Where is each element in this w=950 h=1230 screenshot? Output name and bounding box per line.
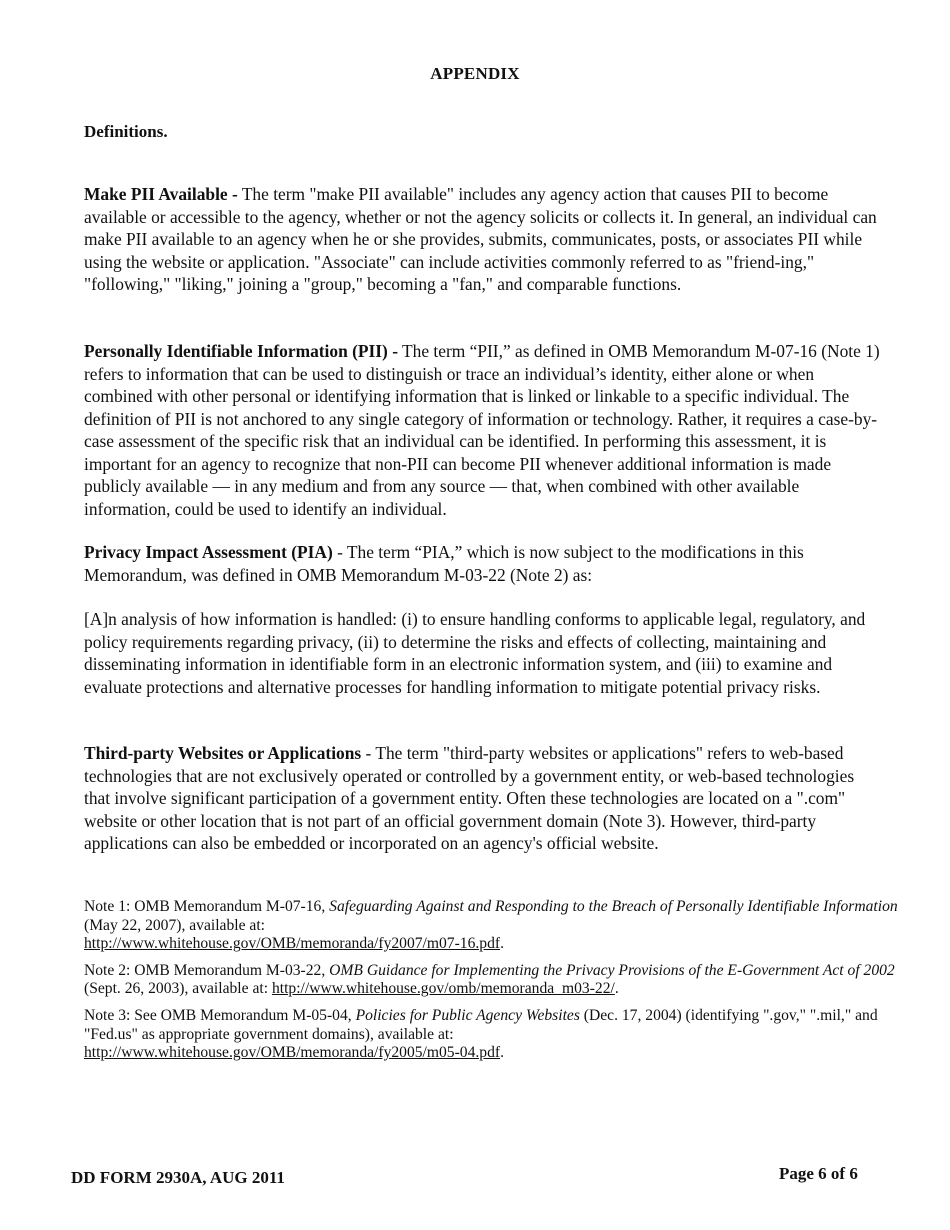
note-suffix: . <box>500 935 504 953</box>
footnote-1 <box>84 898 899 954</box>
pia-definition-quote <box>84 608 884 698</box>
footnotes <box>84 898 899 1071</box>
note-link[interactable]: http://www.whitehouse.gov/omb/memoranda_m03-22/ <box>271 980 615 998</box>
definition-make-pii-available <box>84 183 884 296</box>
note-link[interactable]: http://www.whitehouse.gov/OMB/memoranda/fy2005/m05-04.pdf <box>84 1044 501 1062</box>
appendix-heading: APPENDIX <box>430 64 520 83</box>
definitions-title: Definitions. <box>84 122 168 141</box>
footnote-2 <box>84 962 899 999</box>
note-suffix: . <box>500 1044 504 1062</box>
definition-text: - The term “PIA,” which is now subject to the modifications in this Memorandum, was defined in OMB Memorandum M-03-22 (Note 2) as: <box>84 542 804 585</box>
definition-third-party <box>84 742 884 855</box>
page-number: Page 6 of 6 <box>779 1164 858 1183</box>
note-title: Safeguarding Against and Responding to the Breach of Personally Identifiable Information <box>329 898 898 915</box>
note-middle: (Sept. 26, 2003), available at: <box>84 980 272 998</box>
note-suffix: . <box>614 980 619 998</box>
definition-pii <box>84 340 884 520</box>
form-identifier: DD FORM 2930A, AUG 2011 <box>71 1168 285 1187</box>
definition-text: The term “PII,” as defined in OMB Memorandum M-07-16 (Note 1) refers to information that can be used to distinguish or trace an individual’s identity, either alone or when combined with other personal or identifying information that is linked or linkable to a specific individual. The definition of PII is not anchored to any single category of information or technology. Rather, it requires a case-by-case assessment of the specific risk that an individual can be identified. In performing this assessment, it is important for an agency to recognize that non-PII can become PII whenever additional information is made publicly available — in any medium and from any source — that, when combined with other available information, could be used to identify an individual. <box>84 341 880 519</box>
definition-term: Make PII Available - <box>84 184 238 204</box>
note-title: Policies for Public Agency Websites <box>355 1006 580 1024</box>
definition-term: Third-party Websites or Applications <box>84 743 362 763</box>
definition-text: [A]n analysis of how information is handled: (i) to ensure handling conforms to applicable legal, regulatory, and policy requirements regarding privacy, (ii) to determine the risks and effects of collecting, maintaining and disseminating information in identifiable form in an electronic information system, and (iii) to examine and evaluate protections and alternative processes for handling information to mitigate potential privacy risks. <box>84 609 866 697</box>
definition-text: - The term "third-party websites or applications" refers to web-based technologies that are not exclusively operated or controlled by a government entity, or web-based technologies that involve significant participation of a government entity. Often these technologies are located on a ".com" website or other location that is not part of an official government domain (Note 3). However, third-party applications can also be embedded or incorporated on an agency's official website. <box>84 743 855 853</box>
note-title: OMB Guidance for Implementing the Privacy Provisions of the E-Government Act of 2002 <box>329 961 895 979</box>
definition-text: The term "make PII available" includes any agency action that causes PII to become available or accessible to the agency, whether or not the agency solicits or collects it. In general, an individual can make PII available to an agency when he or she provides, submits, communicates, posts, or associates PII while using the website or application. "Associate" can include activities commonly referred to as "friend-ing," "following," "liking," joining a "group," becoming a "fan," and comparable functions. <box>84 184 877 294</box>
note-middle: (May 22, 2007), available at: <box>84 916 266 934</box>
footnote-3 <box>84 1007 899 1063</box>
note-prefix: Note 1: OMB Memorandum M-07-16, <box>84 898 330 915</box>
note-prefix: Note 2: OMB Memorandum M-03-22, <box>84 961 330 979</box>
note-prefix: Note 3: See OMB Memorandum M-05-04, <box>84 1006 356 1024</box>
definition-term: Privacy Impact Assessment (PIA) <box>84 542 333 562</box>
definition-term: Personally Identifiable Information (PII) - <box>84 341 398 361</box>
note-link[interactable]: http://www.whitehouse.gov/OMB/memoranda/fy2007/m07-16.pdf <box>84 935 501 953</box>
note-middle: (Dec. 17, 2004) (identifying ".gov," ".mil," and "Fed.us" as appropriate government domains), available at: <box>84 1006 878 1043</box>
definition-pia <box>84 541 884 586</box>
